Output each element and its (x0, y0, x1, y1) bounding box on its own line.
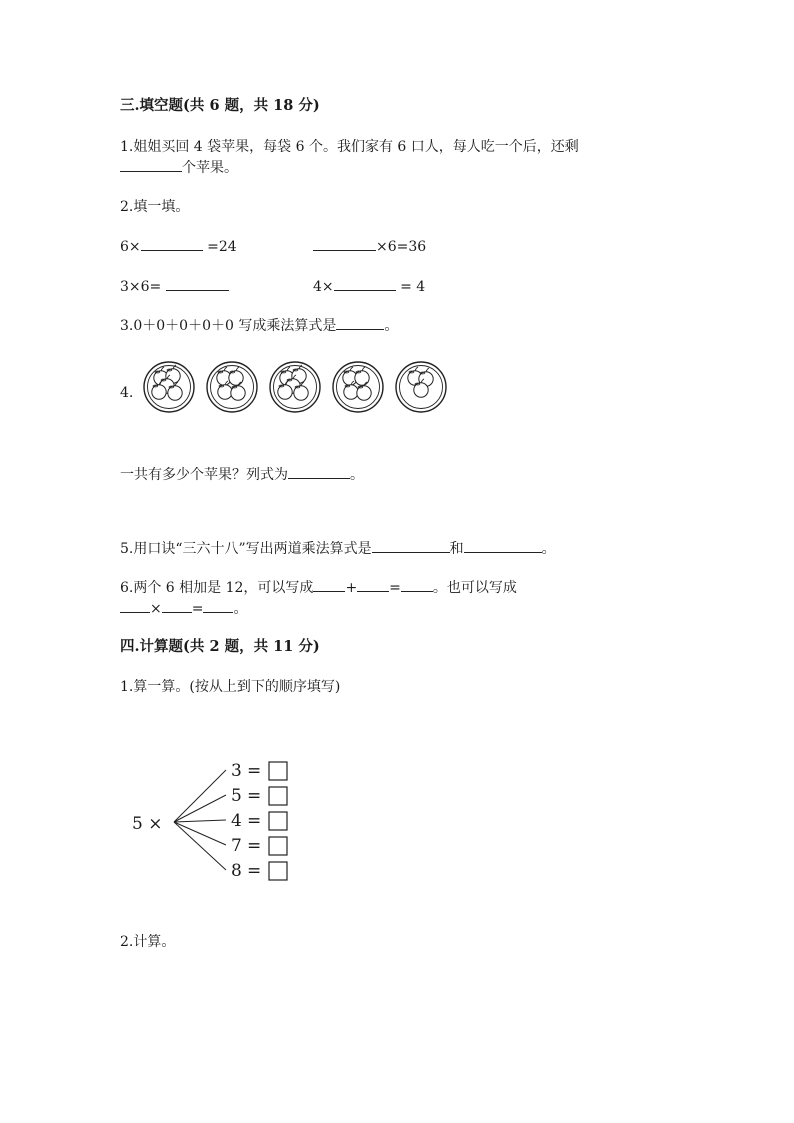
s4-q2-title: 2.计算。 (120, 934, 176, 950)
q3-blank[interactable] (336, 315, 384, 330)
fan-multiplier: 5 (231, 786, 242, 806)
q6-times: × (150, 601, 162, 617)
q2-d-suffix: = 4 (395, 279, 426, 295)
fan-line (174, 820, 226, 822)
q6-blank-2[interactable] (357, 577, 389, 592)
q2-b-blank[interactable] (313, 236, 376, 251)
fan-multiplier: 7 (231, 836, 242, 856)
section-4-title: 四.计算题(共 2 题，共 11 分) (120, 638, 320, 655)
fan-line (174, 822, 226, 845)
q3-prefix: 3.0＋0＋0＋0＋0 写成乘法算式是 (120, 318, 337, 334)
q6-line1-prefix: 6.两个 6 相加是 12，可以写成 (120, 580, 314, 596)
q4-question (120, 464, 364, 485)
fan-multiplier: 3 (231, 761, 242, 781)
q6-blank-4[interactable] (120, 598, 150, 613)
q2-item-c (120, 276, 229, 297)
fan-multiplier: 4 (231, 811, 242, 831)
q2-c-prefix: 3×6= (120, 279, 166, 295)
fan-equals: = (247, 761, 262, 781)
q1-line2-suffix: 个苹果。 (182, 160, 238, 176)
q4-question-suffix: 。 (350, 467, 364, 483)
q6-line2 (120, 598, 247, 619)
s4-q1-title: 1.算一算。(按从上到下的顺序填写) (120, 679, 341, 695)
fan-line (174, 795, 226, 822)
fan-equals: = (247, 836, 262, 856)
answer-box[interactable] (269, 812, 287, 830)
q2-a-blank[interactable] (141, 236, 203, 251)
q6-line1 (120, 577, 517, 598)
apple-plate (331, 360, 385, 414)
q6-line2-suffix: 。 (233, 601, 248, 617)
q6-blank-5[interactable] (162, 598, 192, 613)
answer-box[interactable] (269, 862, 287, 880)
fan-equals: = (247, 861, 262, 881)
fan-equals: = (247, 811, 262, 831)
fan-line (174, 822, 226, 870)
q2-a-suffix: =24 (202, 239, 237, 255)
apple-plate (268, 360, 322, 414)
q2-d-prefix: 4× (313, 279, 334, 295)
section-3-title: 三.填空题(共 6 题，共 18 分) (120, 97, 320, 114)
q2-item-b (313, 236, 426, 257)
q4-question-prefix: 一共有多少个苹果？列式为 (120, 467, 288, 483)
answer-box[interactable] (269, 837, 287, 855)
q2-c-blank[interactable] (166, 276, 229, 291)
q6-blank-3[interactable] (401, 577, 433, 592)
q5-middle: 和 (449, 541, 464, 557)
q6-plus: + (345, 580, 358, 596)
q6-equals: = (389, 580, 401, 596)
q1-answer-blank[interactable] (120, 157, 182, 172)
q2-b-suffix: ×6=36 (376, 239, 427, 255)
q6-blank-1[interactable] (313, 577, 345, 592)
fan-equals: = (247, 786, 262, 806)
q4-number: 4. (120, 385, 134, 401)
q5-suffix: 。 (541, 541, 556, 557)
fan-multiplier: 8 (231, 861, 242, 881)
q5-prefix: 5.用口诀“三六十八”写出两道乘法算式是 (120, 541, 372, 557)
fan-base-label: 5 × (132, 814, 163, 834)
q6-line1-suffix: 。也可以写成 (432, 580, 517, 596)
fan-line (174, 770, 226, 822)
q2-d-blank[interactable] (334, 276, 396, 291)
q4-blank[interactable] (288, 464, 350, 479)
apple-plate (394, 360, 448, 414)
q1-line1: 1.姐姐买回 4 袋苹果，每袋 6 个。我们家有 6 口人，每人吃一个后，还剩 (120, 139, 579, 155)
q5-line (120, 538, 556, 559)
q5-blank-1[interactable] (372, 538, 450, 553)
multiplication-fan-diagram (120, 755, 320, 890)
q3-line (120, 315, 398, 336)
q6-blank-6[interactable] (203, 598, 233, 613)
q6-equals-2: = (191, 601, 204, 617)
answer-box[interactable] (269, 762, 287, 780)
q1-line2 (120, 157, 238, 178)
q2-title: 2.填一填。 (120, 199, 190, 215)
apple-plate (142, 360, 196, 414)
q2-item-a (120, 236, 237, 257)
q2-a-prefix: 6× (120, 239, 141, 255)
apple-plate (205, 360, 259, 414)
q5-blank-2[interactable] (464, 538, 542, 553)
q3-suffix: 。 (384, 318, 399, 334)
answer-box[interactable] (269, 787, 287, 805)
q2-item-d (313, 276, 425, 297)
